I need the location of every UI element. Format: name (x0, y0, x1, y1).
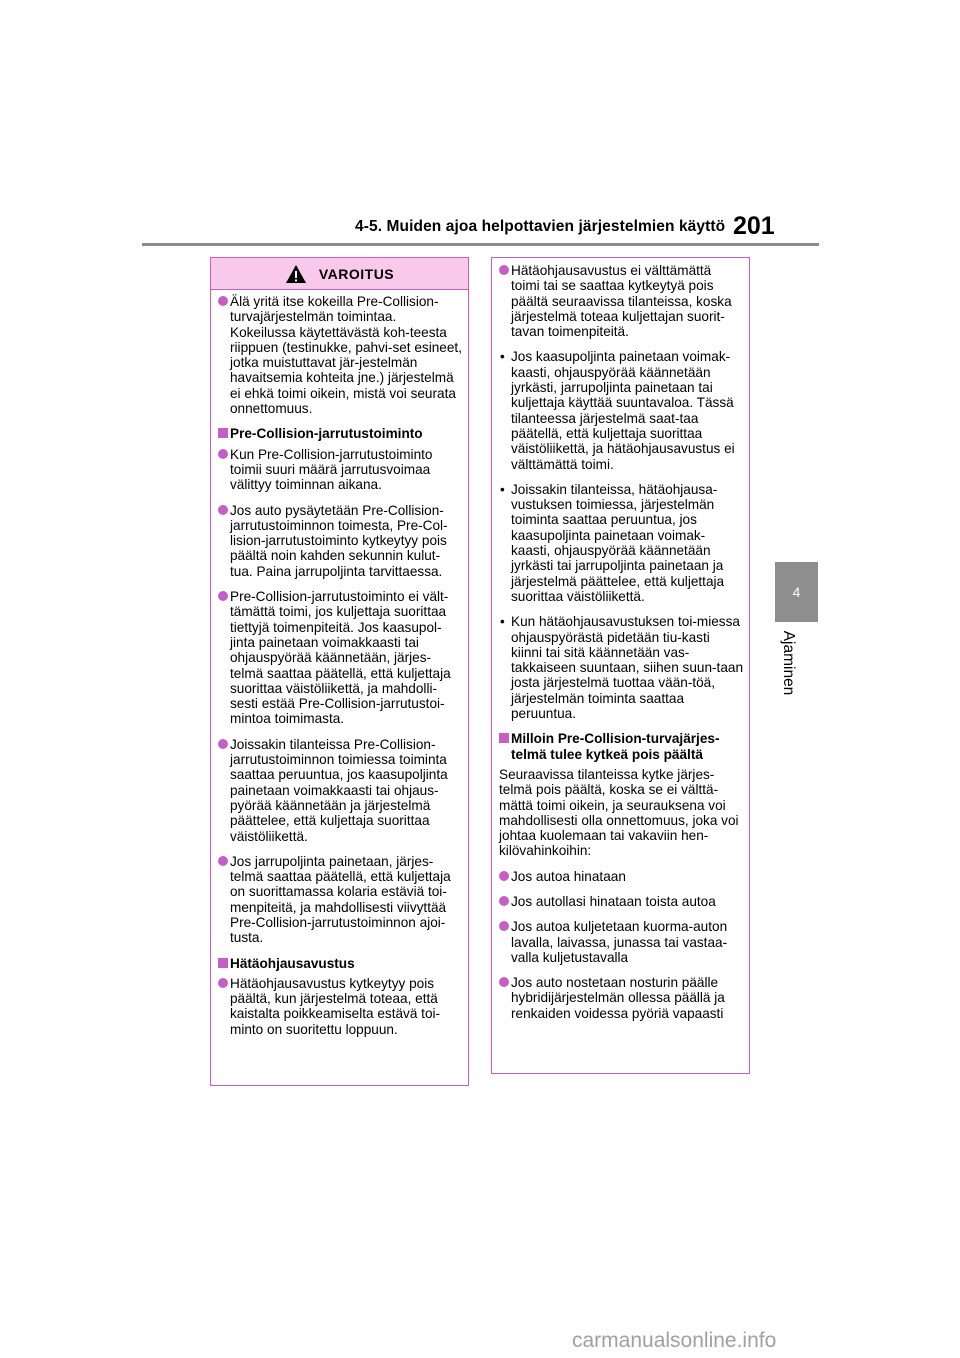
chapter-tab (775, 562, 818, 622)
sub-bullet-item (499, 614, 743, 721)
circle-bullet-icon (218, 591, 228, 601)
item-text: Kun hätäohjausavustuksen toi-miessa ohjauspyörästä pidetään tiu-kasti kiinni tai sitä käännetään vas-takkaiseen suuntaan, siihen suun-taan josta järjestelmä tuottaa vään-töä, järjestelmän toiminta saattaa peruuntua. (511, 614, 744, 722)
square-marker-icon (499, 733, 509, 743)
left-column (210, 257, 469, 1086)
bullet-item (218, 447, 462, 493)
item-text: Pre-Collision-jarrutustoiminto ei vält-tämättä toimi, jos kuljettaja suorittaa tiettyjä toimenpiteitä. Jos kaasupol-jinta painetaan voimakkaasti tai ohjauspyörää käännetään, järjes-telmä saattaa päätellä, että kuljettaja suorittaa väistöliikettä, ja mahdolli-sesti estää Pre-Collision-jarrutustoi-mintoa toimimasta. (230, 589, 451, 727)
item-text: Seuraavissa tilanteissa kytke järjes-telmä pois päältä, koska se ei välttä-mättä toimi oikein, ja seurauksena voi mahdollisesti olla onnettomuus, joka voi johtaa kuolemaan tai vakaviin hen-kilövahinkoihin: (499, 766, 739, 859)
sub-bullet-item (499, 349, 743, 471)
circle-bullet-icon (218, 739, 228, 749)
small-bullet-icon: • (500, 481, 505, 497)
bullet-item (499, 869, 743, 884)
section-heading (499, 731, 743, 762)
square-marker-icon (218, 428, 228, 438)
bullet-item (218, 737, 462, 844)
bullet-item (218, 589, 462, 727)
circle-bullet-icon (499, 977, 509, 987)
item-text: Milloin Pre-Collision-turvajärjes-telmä tulee kytkeä pois päältä (511, 731, 720, 762)
chapter-number: 4 (792, 584, 801, 600)
item-text: Jos jarrupoljinta painetaan, järjes-telmä saattaa päätellä, että kuljettaja on suorittamassa kolaria estäviä toi-menpiteitä, ja mahdollisesti viivyttää Pre-Collision-jarrutustoiminnon ajoi-tusta. (230, 853, 451, 946)
item-text: Jos autollasi hinataan toista autoa (511, 893, 716, 909)
paragraph (499, 767, 743, 859)
item-text: Pre-Collision-jarrutustoiminto (230, 426, 423, 442)
item-text: Joissakin tilanteissa, hätäohjausa-vustuksen toimiessa, järjestelmän toiminta saattaa peruuntua, jos kaasupoljinta painetaan voimak-kaasti, ohjauspyörää käännetään jyrkästi tai jarrupoljinta painetaan ja järjestelmä päättelee, että kuljettaja suorittaa väistöliikettä. (511, 481, 725, 604)
item-text: Hätäohjausavustus (230, 955, 355, 971)
item-text: Jos auto nostetaan nosturin päälle hybridijärjestelmän ollessa päällä ja renkaiden voidessa pyöriä vapaasti (511, 975, 725, 1021)
small-bullet-icon: • (500, 349, 505, 365)
circle-bullet-icon (499, 896, 509, 906)
warning-band (211, 258, 468, 290)
circle-bullet-icon (499, 265, 509, 275)
item-text: Jos autoa hinataan (511, 868, 626, 884)
header-title: 4-5. Muiden ajoa helpottavien järjestelmien käyttö (355, 218, 726, 235)
header-rule (142, 243, 819, 246)
item-text: Jos autoa kuljetetaan kuorma-auton lavalla, laivassa, junassa tai vastaa-valla kuljetustavalla (511, 919, 728, 965)
circle-bullet-icon (218, 296, 228, 306)
bullet-item (499, 263, 743, 339)
item-text: Älä yritä itse kokeilla Pre-Collision-turvajärjestelmän toimintaa. Kokeilussa käytettävästä koh-teesta riippuen (testinukke, pahvi-set esineet, jotka muistuttavat jär-jestelmän havaitsemia kohteita jne.) järjestelmä ei ehkä toimi oikein, mistä voi seurata onnettomuus. (230, 294, 462, 417)
bullet-item (218, 854, 462, 946)
circle-bullet-icon (218, 449, 228, 459)
watermark: carmanualsonline.info (572, 1329, 777, 1352)
item-text: Joissakin tilanteissa Pre-Collision-jarrutustoiminnon toimiessa toiminta saattaa peruuntua, jos kaasupoljinta painetaan voimakkaasti tai ohjaus-pyörää käännetään ja järjestelmä päättelee, että kuljettaja suorittaa väistöliikettä. (230, 736, 448, 844)
square-marker-icon (218, 958, 228, 968)
bullet-item (499, 975, 743, 1021)
warning-label: VAROITUS (318, 265, 395, 282)
sub-bullet-item (499, 482, 743, 604)
circle-bullet-icon (499, 921, 509, 931)
circle-bullet-icon (218, 505, 228, 515)
bullet-item (499, 894, 743, 909)
item-text: Kun Pre-Collision-jarrutustoiminto toimii suuri määrä jarrutusvoimaa välittyy toiminnan aikana. (230, 446, 433, 493)
right-column (491, 257, 750, 1074)
chapter-label: Ajaminen (780, 630, 797, 696)
section-heading (218, 426, 462, 441)
circle-bullet-icon (499, 871, 509, 881)
bullet-item (218, 503, 462, 579)
small-bullet-icon: • (500, 614, 505, 630)
item-text: Jos kaasupoljinta painetaan voimak-kaasti, ohjauspyörää käännetään jyrkästi, jarrupoljinta painetaan tai kuljettaja käyttää suuntavaloa. Tässä tilanteessa järjestelmä saat-taa päätellä, että kuljettaja suorittaa väistöliikettä, ja hätäohjausavustus ei välttämättä toimi. (511, 349, 735, 472)
left-content (211, 290, 468, 1051)
circle-bullet-icon (218, 856, 228, 866)
item-text: Hätäohjausavustus kytkeytyy pois päältä, kun järjestelmä toteaa, että kaistalta poikkeamiselta estävä toi-minto on suoritettu loppuun. (230, 975, 441, 1037)
page-number: 201 (733, 212, 775, 240)
section-heading (218, 956, 462, 971)
bullet-item (218, 976, 462, 1037)
right-content (492, 258, 749, 1035)
item-text: Hätäohjausavustus ei välttämättä toimi tai se saattaa kytkeytyä pois päältä seuraavissa tilanteissa, koska järjestelmä toteaa kuljettajan suorit-tavan toimenpiteitä. (511, 263, 732, 340)
bullet-item (218, 294, 462, 416)
item-text: Jos auto pysäytetään Pre-Collision-jarrutustoiminnon toimesta, Pre-Col-lision-jarrutustoiminto kytkeytyy pois päältä noin kahden sekunnin kulut-tua. Paina jarrupoljinta tarvittaessa. (230, 502, 448, 579)
circle-bullet-icon (218, 978, 228, 988)
warning-triangle-icon (285, 264, 307, 284)
bullet-item (499, 919, 743, 965)
